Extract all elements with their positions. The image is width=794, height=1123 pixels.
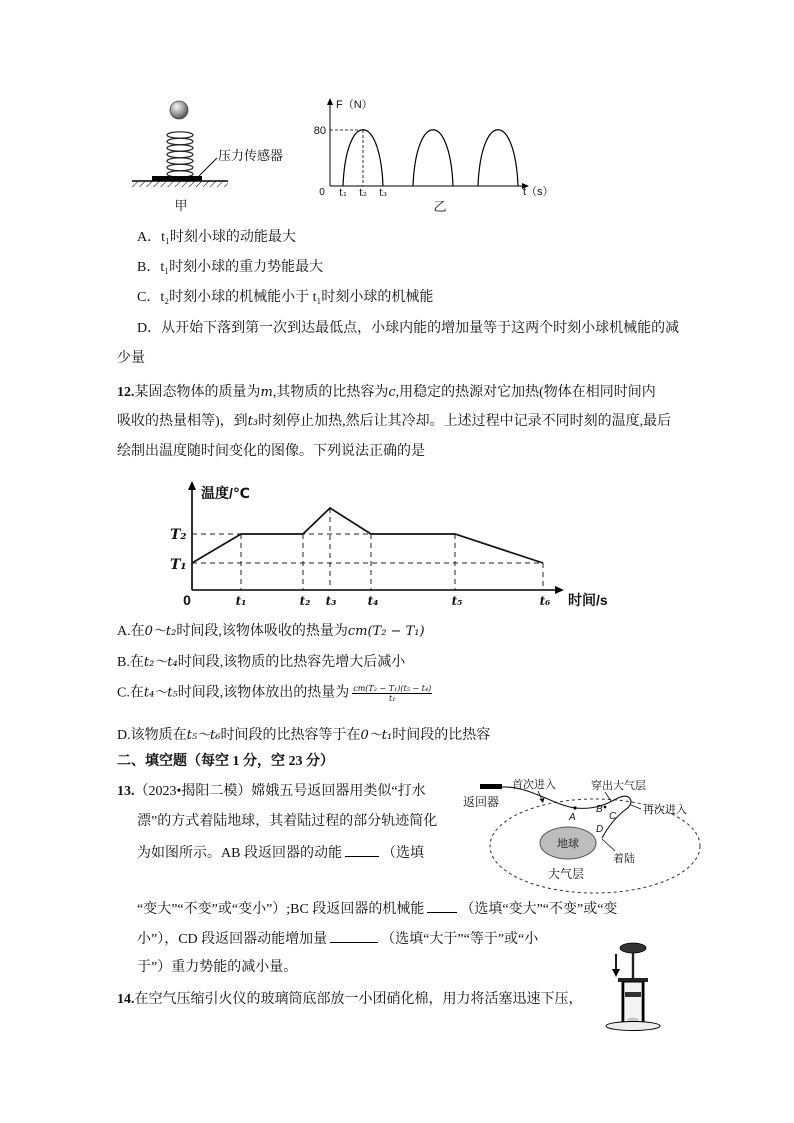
x-axis-arrow	[555, 586, 564, 594]
time-interval: t₅～t₆	[186, 728, 221, 743]
q13-line-1	[117, 783, 426, 801]
q12-option-a	[117, 623, 425, 641]
heat-released-fraction	[352, 684, 432, 703]
point-a-label: A	[569, 812, 576, 823]
section-heading-fill-in: 二、填空题（每空 1 分，空 23 分）	[117, 754, 334, 769]
x-axis-label: t（s）	[523, 186, 554, 198]
q13-line-4	[137, 899, 617, 919]
tick-t1: t₁	[235, 594, 247, 608]
q13-line-3	[137, 843, 424, 863]
option-text: 时间段的比热容等于在	[220, 728, 361, 743]
time-symbol: t₃	[247, 414, 259, 429]
temperature-curve	[192, 508, 543, 563]
peak-value-label: 80	[313, 125, 326, 137]
q11-option-a: A．t₁时刻小球的动能最大	[137, 230, 296, 245]
answer-blank-2	[427, 899, 457, 913]
option-text: 时间段,该物体吸收的热量为	[176, 624, 348, 639]
exit-atmosphere-label: 穿出大气层	[591, 780, 646, 792]
q12-stem-line-3: 绘制出温度随时间变化的图像。下列说法正确的是	[117, 444, 425, 459]
q14-line-1	[117, 991, 583, 1009]
y-axis-arrow	[327, 98, 333, 105]
answer-blank-3	[330, 929, 378, 943]
reentry-leader-line	[631, 805, 641, 809]
q12-number: 12.	[117, 385, 135, 400]
tick-t6: t₆	[539, 594, 551, 608]
earth-label: 地球	[557, 838, 579, 850]
q13-text: （选填“变大”“不变”或“变	[460, 902, 618, 917]
force-hump-3	[478, 130, 518, 186]
y-axis-label: 温度/℃	[201, 485, 250, 501]
q13-number: 13.	[117, 784, 135, 799]
fire-piston-apparatus	[598, 940, 668, 1032]
q12-stem-line-2	[117, 413, 671, 431]
q12-option-b	[117, 654, 405, 672]
q14-text: 在空气压缩引火仪的玻璃筒底部放一小团硝化棉，用力将活塞迅速下压，	[134, 992, 583, 1007]
heat-expression: cm(T₂ − T₁)	[347, 624, 425, 639]
option-text: 时间段的比热容	[392, 728, 491, 743]
point-b-label: B	[596, 804, 603, 815]
atmosphere-label: 大气层	[547, 867, 585, 881]
tick-t4: t₄	[367, 594, 379, 608]
q11-option-d-continued: 少量	[117, 351, 145, 366]
tick-t2: t₂	[358, 188, 368, 199]
fraction-numerator: cm(T₂ − T₁)(t₅ − t₄)	[353, 684, 432, 693]
force-hump-2	[413, 130, 453, 186]
q12-stem-text: 时刻停止加热,然后让其冷却。上述过程中记录不同时刻的温度,最后	[258, 414, 672, 429]
apparatus-base	[606, 1022, 660, 1031]
point-b-dot	[604, 806, 607, 809]
option-label: A.在	[117, 624, 145, 639]
y-axis-arrow	[188, 481, 196, 490]
q11-option-d: D．从开始下落到第一次到达最低点，小球内能的增加量等于这两个时刻小球机械能的减	[137, 321, 680, 336]
x-axis-label: 时间/s	[568, 592, 608, 608]
q13-text: （2023•揭阳二模）嫦娥五号返回器用类似“打水	[134, 784, 426, 799]
option-label: D.该物质在	[117, 728, 187, 743]
reentry-trajectory-diagram	[455, 775, 747, 897]
mass-symbol: m	[260, 385, 273, 400]
figure-yi-caption: 乙	[433, 199, 447, 214]
tick-t3: t₃	[325, 594, 337, 608]
q13-text: “变大”“不变”或“变小”）;BC 段返回器的机械能	[137, 902, 425, 917]
option-text: 时间段,该物质的比热容先增大后减小	[177, 655, 406, 670]
answer-blank-1	[345, 843, 379, 857]
q12-stem-text: 吸收的热量相等)，到	[117, 414, 248, 429]
first-entry-label: 首次进入	[512, 779, 556, 791]
tick-t1: t₁	[338, 188, 348, 199]
fraction-denominator: t₁	[389, 694, 396, 703]
time-interval: 0～t₁	[360, 728, 393, 743]
spring	[167, 132, 193, 177]
time-interval: t₄～t₅	[143, 685, 178, 701]
first-entry-arrowhead	[540, 798, 545, 803]
option-label: C.在	[117, 685, 144, 701]
q12-option-d	[117, 727, 490, 745]
press-down-arrowhead	[612, 969, 620, 977]
reentry-label: 再次进入	[643, 804, 687, 816]
q13-text: （选填“大于”“等于”或“小	[381, 932, 539, 947]
t2-level-label: T₂	[170, 527, 187, 543]
q13-line-6: 于”）重力势能的减小量。	[137, 960, 298, 975]
t1-level-label: T₁	[170, 557, 187, 573]
landing-label: 着陆	[613, 853, 635, 865]
q12-stem-text: ,其物质的比热容为	[272, 385, 389, 400]
sensor-leader-line	[199, 158, 217, 176]
option-text: 时间段,该物体放出的热量为	[177, 685, 350, 701]
tick-t2: t₂	[299, 594, 311, 608]
option-label: B.在	[117, 655, 144, 670]
q12-stem-text: 某固态物体的质量为	[134, 385, 261, 400]
origin-label: 0	[183, 592, 191, 608]
origin-label: 0	[319, 187, 325, 198]
q14-number: 14.	[117, 992, 135, 1007]
cylinder-flange	[618, 978, 648, 982]
guide-lines	[192, 508, 543, 590]
tick-t5: t₅	[451, 594, 463, 608]
piston-head	[625, 992, 641, 997]
y-axis-label: F（N）	[336, 99, 373, 111]
tick-t3: t₃	[378, 188, 388, 199]
ground-base	[132, 181, 228, 187]
point-c-label: C	[609, 811, 617, 822]
ball	[170, 101, 188, 119]
q11-option-c: C．t₂时刻小球的机械能小于 t₁时刻小球的机械能	[137, 290, 434, 305]
q11-option-b: B．t₁时刻小球的重力势能最大	[137, 260, 324, 275]
capsule	[480, 784, 502, 789]
q13-text: 小”），CD 段返回器动能增加量	[137, 932, 328, 947]
point-d-label: D	[596, 824, 604, 835]
figure-jia-caption: 甲	[174, 198, 188, 213]
point-a-dot	[573, 806, 576, 809]
q13-line-5	[137, 929, 538, 949]
time-interval: t₂～t₄	[143, 655, 178, 670]
time-interval: 0～t₂	[144, 624, 177, 639]
capsule-label: 返回器	[463, 795, 500, 809]
q12-stem-line-1	[117, 384, 656, 402]
q12-stem-text: ,用稳定的热源对它加热(物体在相同时间内	[395, 385, 656, 400]
specific-heat-symbol: c	[388, 385, 396, 400]
q12-option-c	[117, 684, 432, 703]
landing-leader-line	[602, 839, 615, 851]
q11-figures	[125, 95, 570, 220]
piston-knob	[620, 943, 646, 953]
force-time-graph	[314, 98, 554, 214]
sensor-label: 压力传感器	[218, 148, 284, 163]
temperature-time-graph	[160, 478, 620, 616]
q13-line-2: 漂”的方式着陆地球，其着陆过程的部分轨迹简化	[137, 814, 438, 829]
q13-text: 为如图所示。AB 段返回器的动能	[137, 846, 342, 861]
q13-text: （选填	[381, 846, 424, 861]
